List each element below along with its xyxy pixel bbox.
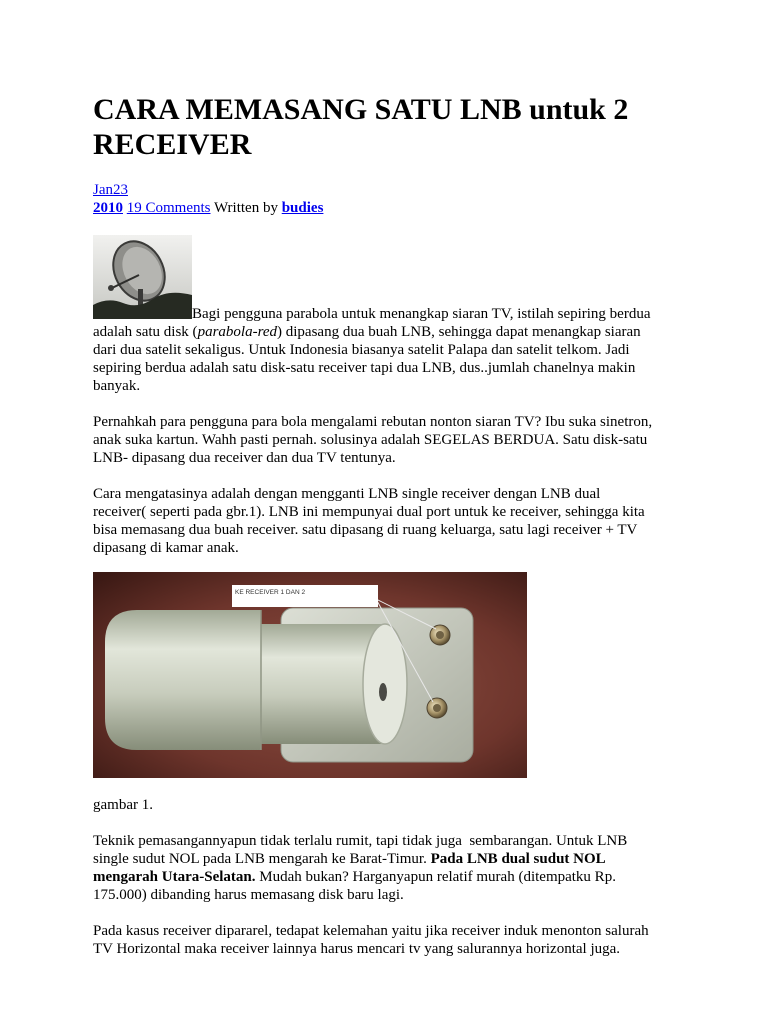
paragraph-1-line-2 (93, 323, 733, 341)
paragraph-2-line-1 (93, 413, 733, 431)
post-date-line (93, 181, 733, 199)
paragraph-1-first-line (93, 235, 733, 323)
paragraph-1 (93, 235, 733, 395)
post-title (93, 92, 733, 162)
paragraph-2-line-2 (93, 431, 733, 449)
text-segment: dipasang di kamar anak. (93, 540, 239, 556)
paragraph-2-line-3 (93, 449, 733, 467)
text-segment: anak suka kartun. Wahh pasti pernah. solusinya adalah SEGELAS BERDUA. Satu disk-satu (93, 432, 648, 448)
post-title-line-2: RECEIVER (93, 128, 252, 161)
paragraph-3-line-4 (93, 539, 733, 557)
figure-label-box (232, 585, 378, 607)
text-segment: adalah satu disk ( (93, 324, 198, 340)
text-segment: Teknik pemasangannyapun tidak terlalu rumit, tapi tidak juga sembarangan. Untuk LNB (93, 833, 628, 849)
text-segment: Pada kasus receiver dipararel, tedapat kelemahan yaitu jika receiver induk menonton salurah (93, 923, 649, 939)
paragraph-3-line-3 (93, 521, 733, 539)
year-link[interactable]: 2010 (93, 200, 123, 216)
italic-term: parabola-red (197, 324, 278, 340)
comments-link[interactable]: 19 Comments (126, 200, 211, 216)
paragraph-1-line-5 (93, 377, 733, 395)
paragraph-5-line-2 (93, 940, 733, 958)
text-segment: dari dua satelit sekaligus. Untuk Indonesia biasanya satelit Palapa dan satelit telkom. Jadi (93, 342, 630, 358)
paragraph-4-line-3 (93, 868, 733, 886)
paragraph-2 (93, 413, 733, 467)
paragraph-5-line-1 (93, 922, 733, 940)
post-meta (93, 181, 733, 217)
figure-caption: gambar 1. (93, 797, 153, 813)
text-segment: receiver( seperti pada gbr.1). LNB ini mempunyai dual port untuk ke receiver, sehingga kita (93, 504, 645, 520)
author-link[interactable]: budies (281, 200, 324, 216)
blog-post (93, 92, 733, 958)
paragraph-1-line-4 (93, 359, 733, 377)
paragraph-1-line-1 (192, 305, 651, 323)
satellite-dish-photo (93, 235, 192, 319)
paragraph-1-line-3 (93, 341, 733, 359)
bold-statement: Pada LNB dual sudut NOL (430, 851, 606, 867)
text-segment: 175.000) dibanding harus memasang disk baru lagi. (93, 887, 404, 903)
paragraph-4-line-4 (93, 886, 733, 904)
paragraph-5 (93, 922, 733, 958)
text-segment: TV Horizontal maka receiver lainnya harus mencari tv yang salurannya horizontal juga. (93, 941, 621, 957)
written-by-text: Written by (214, 200, 278, 216)
paragraph-4-line-1 (93, 832, 733, 850)
text-segment: single sudut NOL pada LNB mengarah ke Barat-Timur. (93, 851, 431, 867)
post-title-line-1: CARA MEMASANG SATU LNB untuk 2 (93, 93, 629, 126)
paragraph-3 (93, 485, 733, 557)
paragraph-4-line-2 (93, 850, 733, 868)
lnb-body (105, 610, 407, 750)
text-segment: Pernahkah para pengguna para bola mengalami rebutan nonton siaran TV? Ibu suka sinetron, (93, 414, 653, 430)
text-segment: Bagi pengguna parabola untuk menangkap siaran TV, istilah sepiring berdua (192, 306, 651, 322)
text-segment: Mudah bukan? Harganyapun relatif murah (ditempatku Rp. (255, 869, 616, 885)
text-segment: ) dipasang dua buah LNB, sehingga dapat menangkap siaran (277, 324, 641, 340)
figure-1 (93, 572, 527, 778)
text-segment: LNB- dipasang dua receiver dan dua TV tentunya. (93, 450, 396, 466)
text-segment: Cara mengatasinya adalah dengan mengganti LNB single receiver dengan LNB dual (93, 486, 601, 502)
figure-label: KE RECEIVER 1 DAN 2 (235, 589, 306, 596)
paragraph-3-line-2 (93, 503, 733, 521)
paragraph-4 (93, 832, 733, 904)
dual-lnb-photo (93, 572, 527, 778)
date-link[interactable]: Jan23 (93, 182, 128, 198)
post-byline (93, 199, 733, 217)
text-segment: bisa memasang dua buah receiver. satu dipasang di ruang keluarga, satu lagi receiver + TV (93, 522, 638, 538)
paragraph-3-line-1 (93, 485, 733, 503)
bold-statement: mengarah Utara-Selatan. (93, 869, 256, 885)
text-segment: sepiring berdua adalah satu disk-satu receiver tapi dua LNB, dus..jumlah chanelnya makin (93, 360, 636, 376)
text-segment: banyak. (93, 378, 141, 394)
